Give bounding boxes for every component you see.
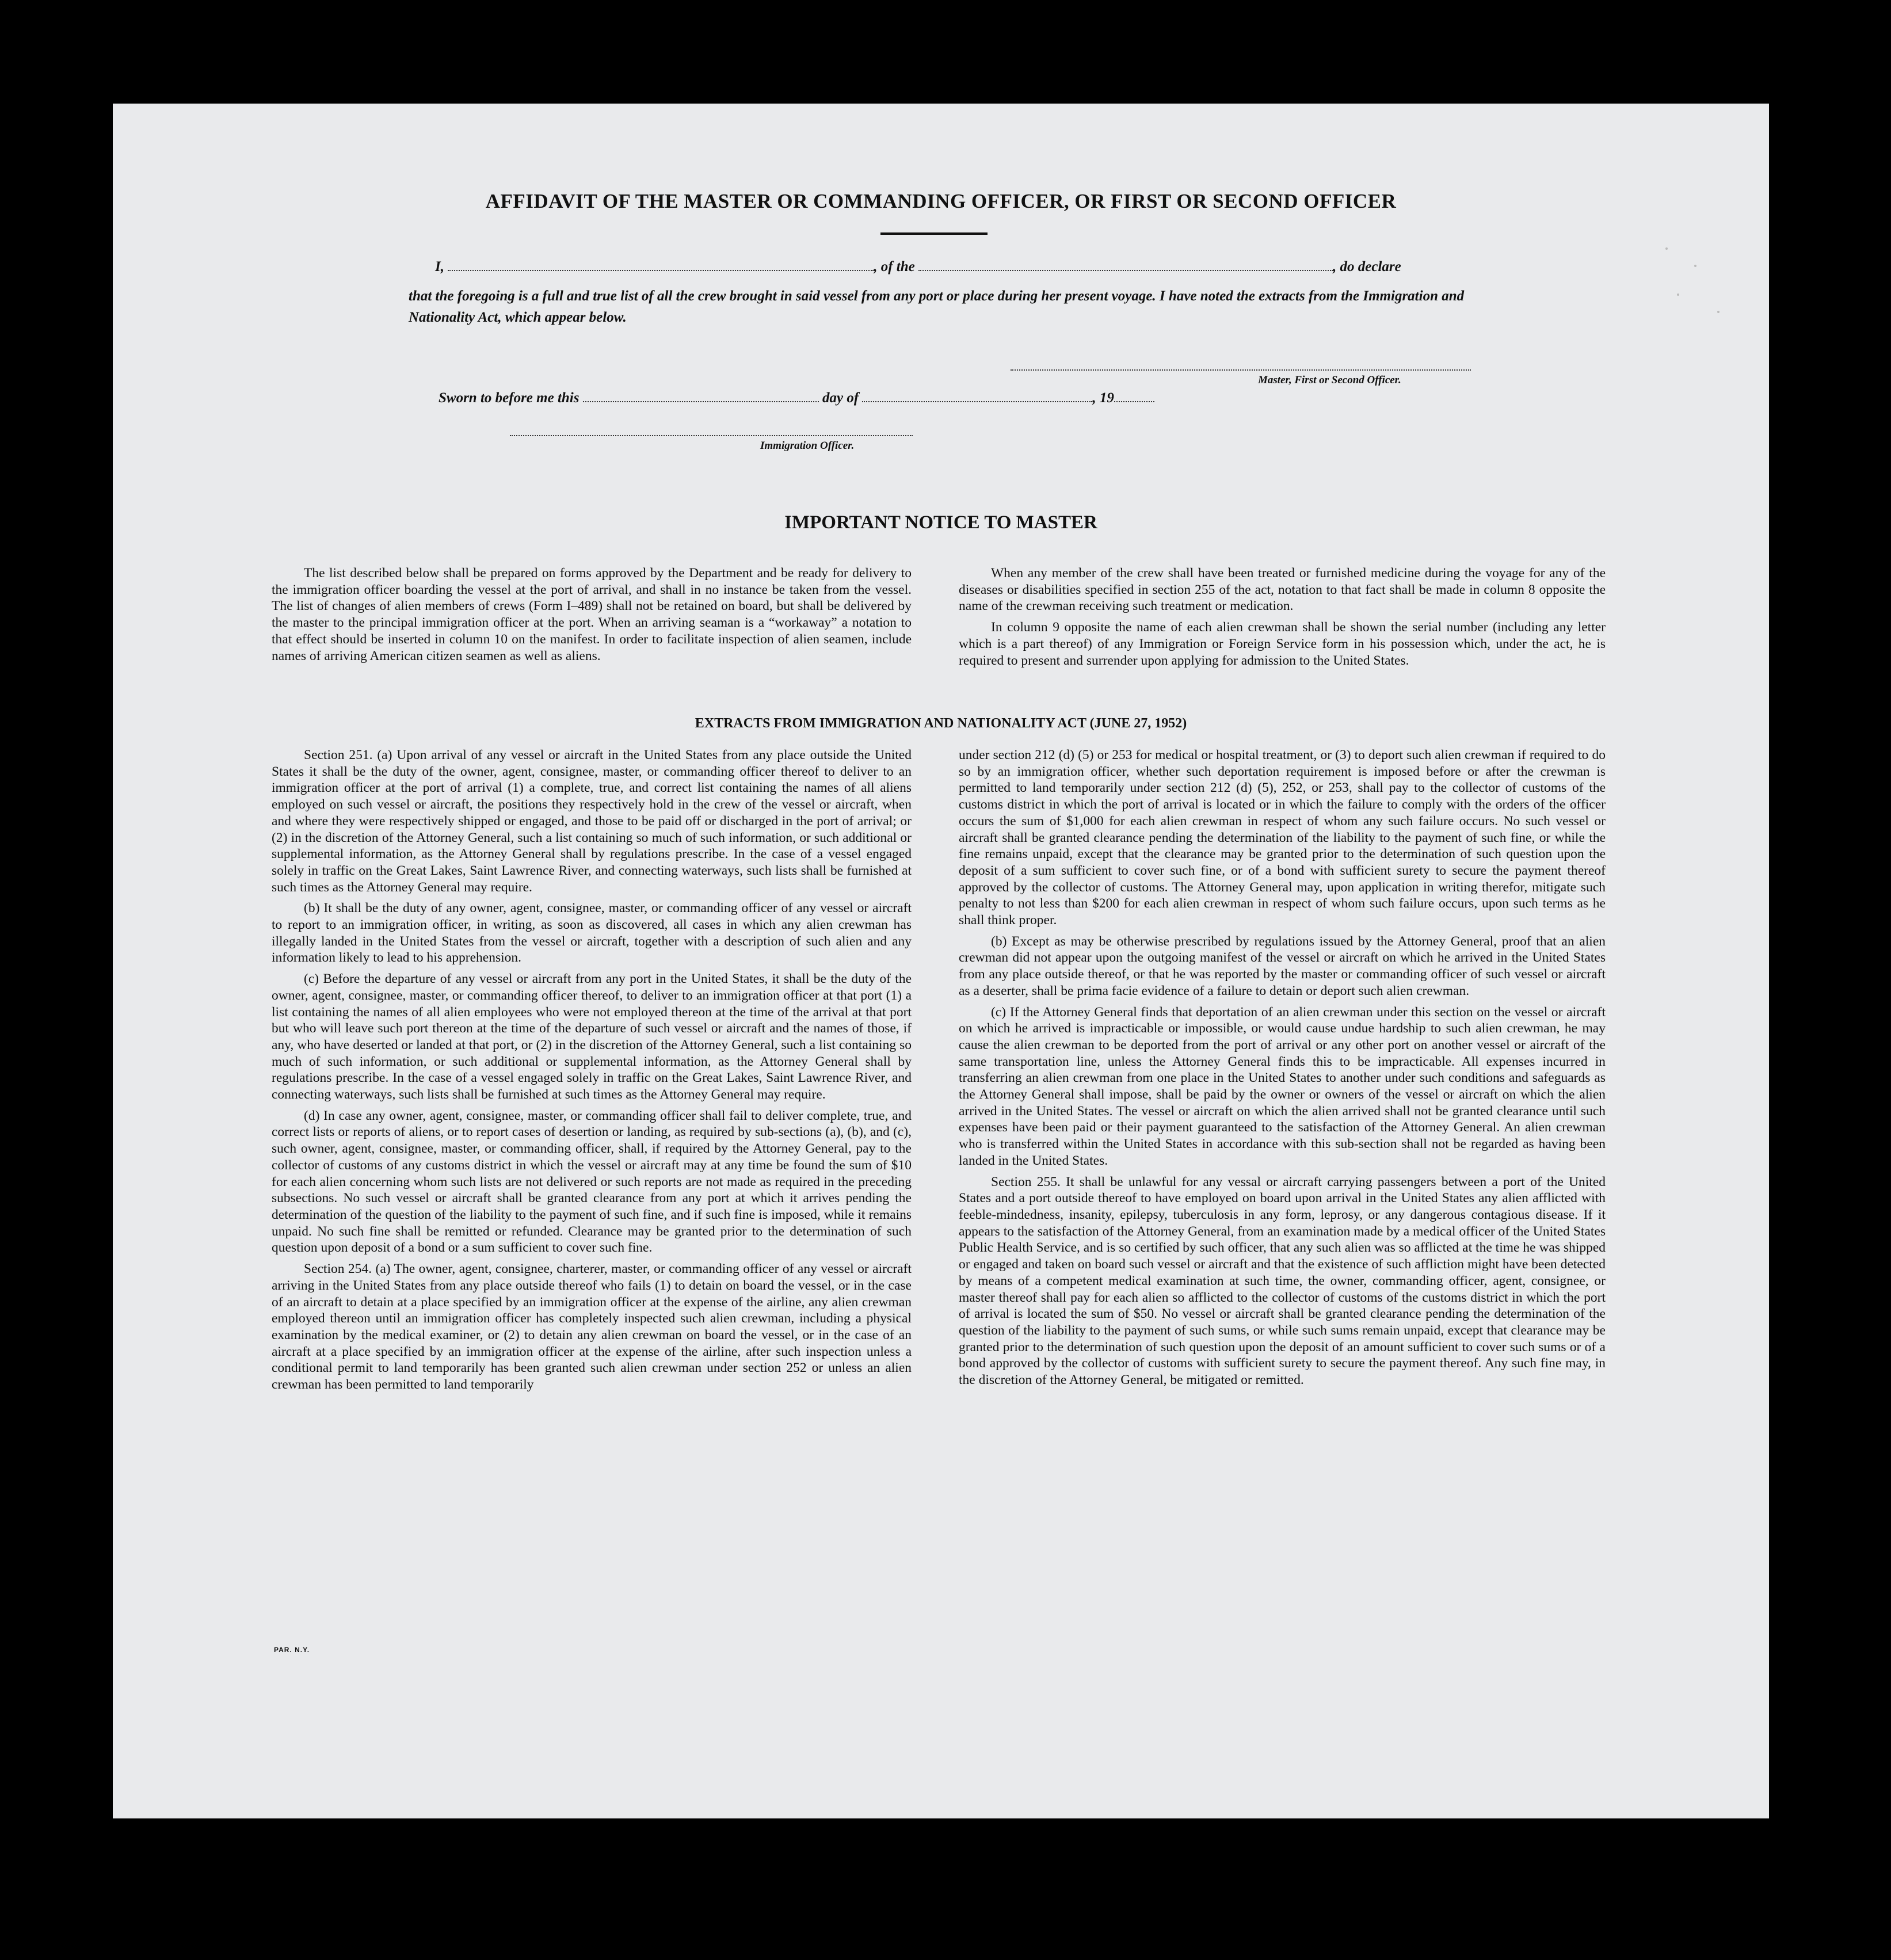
- master-caption: Master, First or Second Officer.: [1258, 374, 1401, 386]
- scan-specks: [1654, 242, 1769, 357]
- extracts-left-column: [272, 747, 912, 1398]
- declaration-text: that the foregoing is a full and true list of all the crew brought in said vessel from any port or place during her present voyage. I have noted the extracts from the Immigration and Nationality Act, which appear below.: [409, 288, 1465, 325]
- section-254a-continued-paragraph: under section 212 (d) (5) or 253 for medical or hospital treatment, or (3) to deport such alien crewman if required to do so by an immigration officer, whether such deportation requirement is imposed before or after the crewman is permitted to land temporarily under section 212 (d) (5), 252, or 253, shall pay to the collector of customs of the customs district in which the port of arrival is located or in which the failure to comply with the orders of the officer occurs the sum of $1,000 for each alien crewman in respect of whom any such failure occurs. No such vessel or aircraft shall be granted clearance pending the determination of the liability to the payment of such fine, or while the fine remains unpaid, except that the clearance may be granted prior to the determination of such question upon the deposit of a sum sufficient to cover such fine, or of a bond with sufficient surety to secure the payment thereof approved by the collector of customs. The Attorney General may, upon application in writing therefor, mitigate such penalty to not less than $200 for each alien crewman in respect of whom such failure occurs, upon such terms as he shall think proper.: [959, 748, 1606, 928]
- decl-of-the-label: , of the: [874, 259, 915, 274]
- officer-signature-line[interactable]: [510, 435, 913, 436]
- year-blank-field[interactable]: [1114, 391, 1154, 402]
- notice-paragraph: In column 9 opposite the name of each alien crewman shall be shown the serial number (including any letter which is a part thereof) of any Immigration or Foreign Service form in his possession which, under the act, he is required to present and surrender upon applying for admission to the United States.: [959, 620, 1606, 668]
- vessel-blank-field[interactable]: [918, 260, 1333, 271]
- sworn-prefix-label: Sworn to before me this: [439, 390, 580, 406]
- section-254a-paragraph: Section 254. (a) The owner, agent, consignee, charterer, master, or commanding officer of any vessel or aircraft arriving in the United States from any place outside thereof who fails (1) to detain on board the vessel, or in the case of an aircraft to detain at a place specified by an immigration officer at the expense of the airline, any alien crewman employed thereon until an immigration officer has completely inspected such alien crewman, including a physical examination by the medical examiner, or (2) to detain any alien crewman on board the vessel, or in the case of an aircraft at a place specified by an immigration officer at the expense of the airline, after such inspection unless a conditional permit to land temporarily has been granted such alien crewman under section 252 or unless an alien crewman has been permitted to land temporarily: [272, 1261, 912, 1393]
- sworn-day-of-label: day of: [822, 390, 859, 406]
- extracts-title: EXTRACTS FROM IMMIGRATION AND NATIONALITY ACT (JUNE 27, 1952): [695, 716, 1187, 731]
- title-rule: [880, 232, 988, 235]
- master-signature-line[interactable]: [1011, 369, 1471, 371]
- section-251b-paragraph: (b) It shall be the duty of any owner, agent, consignee, master, or commanding officer of any vessel or aircraft to report to an immigration officer, in writing, as soon as discovered, all cases in which any alien crewman has illegally landed in the United States from the vessel or aircraft, together with a description of such alien and any information likely to lead to his apprehension.: [272, 901, 912, 966]
- month-blank-field[interactable]: [862, 391, 1092, 402]
- section-255-paragraph: Section 255. It shall be unlawful for any vessal or aircraft carrying passengers between a port of the United States and a port outside thereof to have employed on board upon arrival in the United States any alien afflicted with feeble-mindedness, insanity, epilepsy, tuberculosis in any form, leprosy, or any dangerous contagious disease. If it appears to the satisfaction of the Attorney General, from an examination made by a medical officer of the United States Public Health Service, and is so certified by such officer, that any such alien was so afflicted at the time he was shipped or engaged and taken on board such vessel or aircraft and that the existence of such affliction might have been detected by means of a competent medical examination at such time, the owner, commanding officer, agent, consignee, or master thereof shall pay for each alien so afflicted to the collector of customs of the customs district in which the port of arrival is located the sum of $50. No vessel or aircraft shall be granted clearance pending the determination of the question of the liability to the payment of such sums, or while such sums remain unpaid, except that clearance may be granted prior to the determination of such question upon the deposit of an amount sufficient to cover such sums or of a bond approved by the collector of customs with sufficient surety to secure the payment thereof. Any such fine may, in the discretion of the Attorney General, be mitigated or remitted.: [959, 1174, 1606, 1388]
- notice-paragraph: The list described below shall be prepared on forms approved by the Department and be ready for delivery to the immigration officer boarding the vessel at the port of arrival, and shall in no instance be taken from the vessel. The list of changes of alien members of crews (Form I–489) shall not be retained on board, but shall be delivered by the master to the principal immigration officer at the port. When an arriving seaman is a “workaway” a notation to that effect should be inserted in column 10 on the manifest. In order to facilitate inspection of alien seamen, include names of arriving American citizen seamen as well as aliens.: [272, 566, 912, 663]
- section-251c-paragraph: (c) Before the departure of any vessel or aircraft from any port in the United States, it shall be the duty of the owner, agent, consignee, master, or commanding officer thereof, to deliver to an immigration officer at that port (1) a list containing the names of all alien employees who were not employed thereon at the time of the arrival at that port but who will leave such port thereon at the time of the departure of such vessel or aircraft and the names of those, if any, who have deserted or landed at that port, or (2) in the discretion of the Attorney General, such a list containing so much of such information, or such additional or supplemental information, as the Attorney General shall by regulations prescribe. In the case of a vessel engaged solely in traffic on the Great Lakes, Saint Lawrence River, and connecting waterways, such lists shall be furnished at such times as the Attorney General may require.: [272, 971, 912, 1103]
- section-251d-paragraph: (d) In case any owner, agent, consignee, master, or commanding officer shall fail to deliver complete, true, and correct lists or reports of aliens, or to report cases of desertion or landing, as required by sub-sections (a), (b), and (c), such owner, agent, consignee, master, or commanding officer, shall, if required by the Attorney General, pay to the collector of customs of any customs district in which the vessel or aircraft may at any time be found the sum of $10 for each alien concerning whom such lists are not delivered or such reports are not made as required in the preceding subsections. No such vessel or aircraft shall be granted clearance from any port at which it arrives pending the determination of the question of the liability to the payment of such fine, and if such fine is imposed, while it remains unpaid. No such fine shall be remitted or refunded. Clearance may be granted prior to the determination of such question upon deposit of a bond or a sum sufficient to cover such fine.: [272, 1108, 912, 1256]
- day-blank-field[interactable]: [583, 391, 819, 402]
- notice-right-column: [959, 565, 1606, 673]
- name-blank-field[interactable]: [448, 260, 874, 271]
- extracts-right-column: [959, 747, 1606, 1393]
- section-254c-paragraph: (c) If the Attorney General finds that deportation of an alien crewman under this section on the vessel or aircraft on which he arrived is impracticable or impossible, or would cause undue hardship to such alien crewman, he may cause the alien crewman to be deported from the port of arrival or any other port on another vessel or aircraft of the same transportation line, unless the Attorney General finds this to be impracticable. All expenses incurred in transferring an alien crewman from one place in the United States to another under such conditions and safeguards as the Attorney General shall impose, shall be paid by the owner or owners of the vessel or aircraft on which the alien arrived in the United States. The vessel or aircraft on which the alien arrived shall not be granted clearance until such expenses have been paid or their payment guaranteed to the satisfaction of the Attorney General. An alien crewman who is transferred within the United States in accordance with this sub-section shall not be regarded as having been landed in the United States.: [959, 1004, 1606, 1168]
- sworn-year-label: , 19: [1092, 390, 1114, 406]
- section-254b-paragraph: (b) Except as may be otherwise prescribed by regulations issued by the Attorney General, proof that an alien crewman did not appear upon the outgoing manifest of the vessel or aircraft on which he arrived in the United States from any place outside thereof, or that he was reported by the master or commanding officer of such vessel or aircraft as a deserter, shall be prima facie evidence of a failure to detain or deport such alien crewman.: [959, 933, 1606, 998]
- printer-mark: PAR. N.Y.: [274, 1646, 310, 1654]
- affidavit-title: AFFIDAVIT OF THE MASTER OR COMMANDING OFFICER, OR FIRST OR SECOND OFFICER: [485, 190, 1397, 212]
- sworn-line: [439, 390, 1154, 406]
- section-251a-paragraph: Section 251. (a) Upon arrival of any vessel or aircraft in the United States from any place outside the United States it shall be the duty of the owner, agent, consignee, master, or commanding officer thereof to deliver to an immigration officer at the port of arrival (1) a complete, true, and correct list containing the names of all aliens employed on such vessel or aircraft, the positions they respectively hold in the crew of the vessel or aircraft, when and where they were respectively shipped or engaged, and those to be paid off or discharged in the port of arrival; or (2) in the discretion of the Attorney General, such a list containing so much of such information, or such additional or supplemental information, as the Attorney General shall by regulations prescribe. In the case of a vessel engaged solely in traffic on the Great Lakes, Saint Lawrence River, and connecting waterways, such lists shall be furnished at such times as the Attorney General may require.: [272, 748, 912, 895]
- notice-paragraph: When any member of the crew shall have been treated or furnished medicine during the voyage for any of the diseases or disabilities specified in section 255 of the act, notation to that fact shall be made in column 8 opposite the name of the crewman receiving such treatment or medication.: [959, 566, 1606, 614]
- document-page: [113, 104, 1769, 1818]
- decl-i-label: I,: [435, 259, 444, 274]
- officer-caption: Immigration Officer.: [760, 440, 855, 452]
- decl-do-declare-label: , do declare: [1333, 259, 1401, 274]
- notice-title: IMPORTANT NOTICE TO MASTER: [784, 512, 1097, 533]
- notice-left-column: [272, 565, 912, 669]
- declaration-line: [435, 259, 1494, 275]
